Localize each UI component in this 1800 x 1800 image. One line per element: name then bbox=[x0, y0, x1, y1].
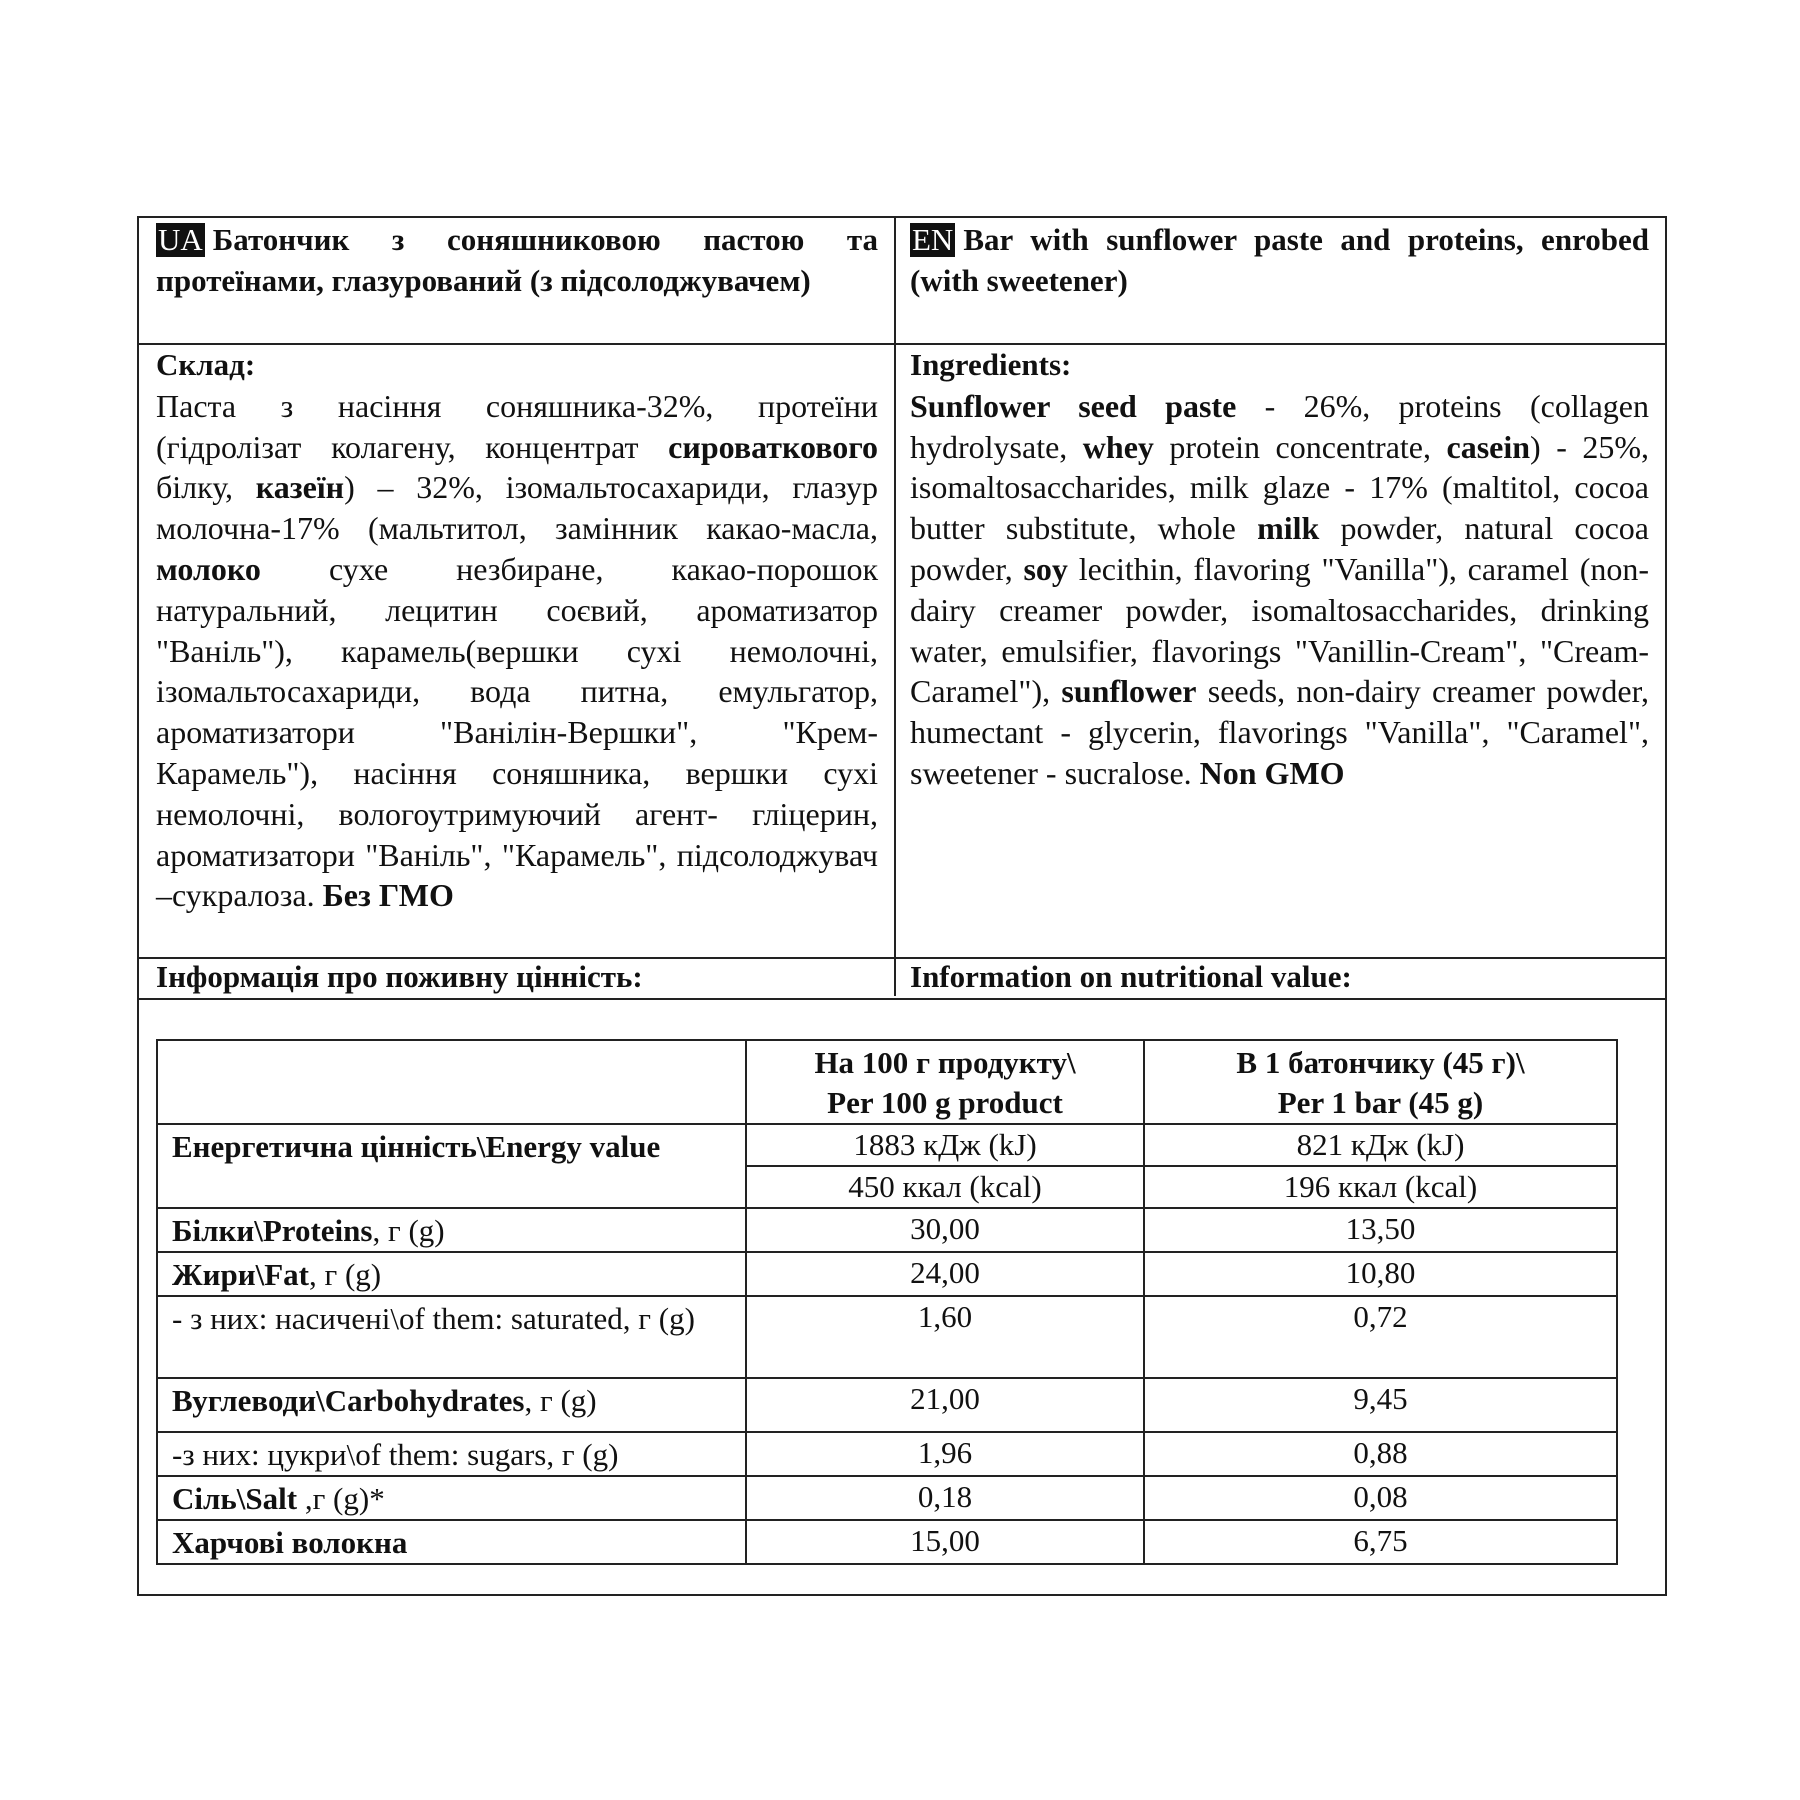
ua-ingredients-run: молоко bbox=[156, 550, 261, 587]
nutrition-header-row bbox=[157, 1040, 1617, 1124]
ua-nutrition-heading: Інформація про поживну цінність: bbox=[156, 959, 643, 994]
ua-title-cell bbox=[139, 218, 894, 343]
title-row bbox=[139, 218, 1665, 345]
nutrient-label: Білки\Proteins, г (g) bbox=[157, 1208, 746, 1252]
nutrient-label: - з них: насичені\of them: saturated, г (g) bbox=[157, 1296, 746, 1378]
ingredients-row bbox=[139, 343, 1665, 959]
nutrition-row bbox=[157, 1124, 1617, 1166]
nutrient-label: Вуглеводи\Carbohydrates, г (g) bbox=[157, 1378, 746, 1432]
value-per-bar: 0,72 bbox=[1144, 1296, 1617, 1378]
en-title: Bar with sunflower paste and proteins, enrobed (with sweetener) bbox=[910, 222, 1649, 298]
ua-ingredients-run: Паста з насіння соняшника-32%, протеїни (гідролізат колагену, концентрат bbox=[156, 387, 878, 465]
nutrient-label: Енергетична цінність\Energy value bbox=[157, 1124, 746, 1208]
nutrition-row bbox=[157, 1296, 1617, 1378]
ua-title: Батончик з соняшниковою пастою та протеїнами, глазурований (з підсолоджувачем) bbox=[156, 222, 878, 298]
ua-ingredients-run: ) – 32%, ізомальтосахариди, глазур молочна-17% (мальтитол, замінник какао-масла, bbox=[156, 469, 879, 547]
en-ingredients-run: Sunflower seed paste bbox=[910, 387, 1237, 424]
en-ingredients-run: milk bbox=[1257, 510, 1320, 547]
label-document bbox=[137, 216, 1667, 1596]
value-per-100g: 21,00 bbox=[746, 1378, 1144, 1432]
value-per-bar: 196 ккал (kcal) bbox=[1144, 1166, 1617, 1208]
value-per-100g: 1883 кДж (kJ) bbox=[746, 1124, 1144, 1166]
ua-ingredients-run: білку, bbox=[156, 469, 256, 506]
value-per-bar: 6,75 bbox=[1144, 1520, 1617, 1564]
nutrition-row bbox=[157, 1378, 1617, 1432]
en-ingredients-heading: Ingredients: bbox=[910, 347, 1072, 382]
header-per-bar: В 1 батончику (45 г)\ Per 1 bar (45 g) bbox=[1144, 1040, 1617, 1124]
en-language-tag: EN bbox=[912, 222, 954, 257]
value-per-100g: 450 ккал (kcal) bbox=[746, 1166, 1144, 1208]
value-per-bar: 0,08 bbox=[1144, 1476, 1617, 1520]
value-per-bar: 0,88 bbox=[1144, 1432, 1617, 1476]
nutrient-label: Сіль\Salt ,г (g)* bbox=[157, 1476, 746, 1520]
en-ingredients-run: Non GMO bbox=[1199, 754, 1345, 791]
nutrition-row bbox=[157, 1476, 1617, 1520]
value-per-bar: 9,45 bbox=[1144, 1378, 1617, 1432]
en-ingredients-cell bbox=[896, 343, 1665, 957]
ua-ingredients-text bbox=[156, 386, 878, 916]
value-per-100g: 30,00 bbox=[746, 1208, 1144, 1252]
ua-ingredients-run: сухе незбиране, какао-порошок натуральний, лецитин соєвий, ароматизатор "Ваніль"), карамель(вершки сухі немолочні, ізомальтосахариди, вода питна, емульгатор, ароматизатори "Ванілін-Вершки", "Крем-Карамель"), насіння соняшника, вершки сухі немолочні, вологоутримуючий агент- гліцерин, ароматизатори "Ваніль", "Карамель", підсолоджувач –сукралоза. bbox=[156, 550, 878, 914]
ua-ingredients-run: сироваткового bbox=[668, 428, 878, 465]
en-ingredients-run: seeds, non-dairy creamer powder, humectant - glycerin, flavorings "Vanilla", "Caramel", sweetener - sucralose. bbox=[910, 673, 1650, 791]
nutrition-row bbox=[157, 1432, 1617, 1476]
nutrition-row bbox=[157, 1520, 1617, 1564]
value-per-100g: 1,60 bbox=[746, 1296, 1144, 1378]
en-ingredients-run: - 26%, proteins (collagen hydrolysate, bbox=[910, 387, 1650, 465]
en-nutrition-heading-cell bbox=[896, 957, 1665, 998]
en-title-cell bbox=[896, 218, 1665, 343]
nutrition-row bbox=[157, 1208, 1617, 1252]
header-per-100g: На 100 г продукту\ Per 100 g product bbox=[746, 1040, 1144, 1124]
ua-ingredients-cell bbox=[139, 343, 894, 957]
nutrition-header-empty bbox=[157, 1040, 746, 1124]
value-per-100g: 24,00 bbox=[746, 1252, 1144, 1296]
en-ingredients-run: sunflower bbox=[1061, 673, 1197, 710]
ua-ingredients-heading: Склад: bbox=[156, 347, 256, 382]
en-ingredients-run: whey bbox=[1082, 428, 1154, 465]
en-ingredients-run: powder, natural cocoa powder, bbox=[910, 510, 1650, 587]
value-per-bar: 10,80 bbox=[1144, 1252, 1617, 1296]
en-ingredients-run: soy bbox=[1023, 550, 1068, 587]
en-ingredients-run: ) - 25%, isomaltosaccharides, milk glaze - 17% (maltitol, cocoa butter substitute, whole bbox=[910, 428, 1650, 547]
nutrient-label: -з них: цукри\of them: sugars, г (g) bbox=[157, 1432, 746, 1476]
nutrient-label: Жири\Fat, г (g) bbox=[157, 1252, 746, 1296]
en-ingredients-run: protein concentrate, bbox=[1153, 428, 1447, 465]
nutrition-table bbox=[156, 1039, 1618, 1565]
value-per-100g: 15,00 bbox=[746, 1520, 1144, 1564]
en-ingredients-text bbox=[910, 386, 1649, 794]
nutrition-heading-row bbox=[139, 957, 1665, 1000]
ua-ingredients-run: Без ГМО bbox=[322, 877, 454, 914]
en-nutrition-heading: Information on nutritional value: bbox=[910, 959, 1352, 994]
ua-ingredients-run: казеїн bbox=[255, 469, 345, 506]
value-per-bar: 13,50 bbox=[1144, 1208, 1617, 1252]
value-per-100g: 0,18 bbox=[746, 1476, 1144, 1520]
en-ingredients-run: casein bbox=[1446, 428, 1531, 465]
ua-nutrition-heading-cell bbox=[139, 957, 894, 998]
en-ingredients-run: lecithin, flavoring "Vanilla"), caramel (non-dairy creamer powder, isomaltosaccharides, drinking water, emulsifier, flavorings "Vanillin-Cream", "Cream-Caramel"), bbox=[910, 550, 1650, 710]
ua-language-tag: UA bbox=[158, 222, 203, 257]
nutrition-row bbox=[157, 1252, 1617, 1296]
nutrient-label: Харчові волокна bbox=[157, 1520, 746, 1564]
value-per-100g: 1,96 bbox=[746, 1432, 1144, 1476]
value-per-bar: 821 кДж (kJ) bbox=[1144, 1124, 1617, 1166]
